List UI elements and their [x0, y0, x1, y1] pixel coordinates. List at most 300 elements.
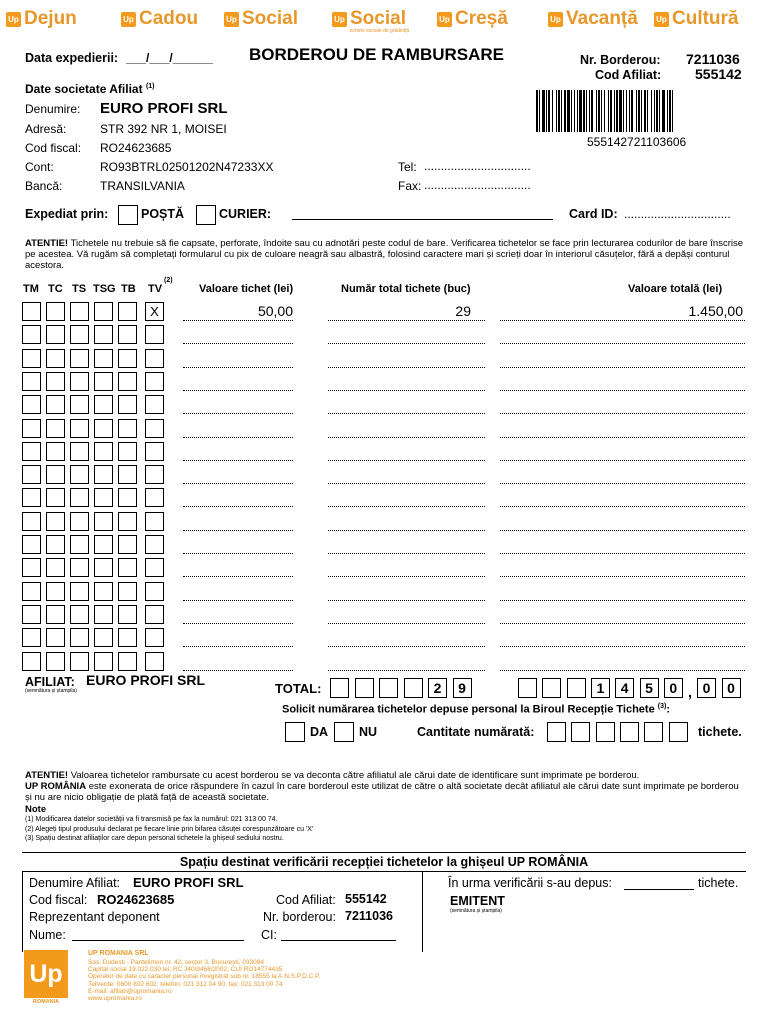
type-checkbox[interactable] [118, 325, 137, 344]
up-romania-logo-sub: ROMANIA [32, 999, 60, 1005]
logo-creșă [437, 8, 508, 30]
logo-cultură [654, 8, 739, 30]
row-field[interactable] [183, 567, 293, 577]
type-checkbox[interactable] [94, 488, 113, 507]
type-checkbox[interactable] [70, 395, 89, 414]
note-1: (1) Modificarea datelor societății va fi transmisă pe fax la numărul: 021 313 00 74. [25, 816, 278, 823]
date-value[interactable]: ___/___/______ [126, 51, 213, 65]
barcode-bar [619, 90, 622, 132]
type-checkbox[interactable] [118, 349, 137, 368]
barcode-bar [631, 90, 633, 132]
verify-divider [422, 872, 423, 952]
type-checkbox[interactable] [46, 349, 65, 368]
verify-cod-afiliat-value: 555142 [345, 892, 387, 906]
barcode-bar [629, 90, 630, 132]
fax-label: Fax: [398, 179, 422, 193]
total-count-digit[interactable] [379, 678, 398, 698]
row-field[interactable] [328, 567, 485, 577]
type-checkbox[interactable] [46, 628, 65, 647]
row-field[interactable] [328, 428, 485, 438]
row-field[interactable] [183, 381, 293, 391]
logo-social [224, 8, 298, 30]
row-field[interactable] [500, 544, 745, 554]
row-field[interactable] [183, 544, 293, 554]
type-checkbox[interactable] [94, 372, 113, 391]
barcode-bar [564, 90, 566, 132]
verify-denumire-value: EURO PROFI SRL [133, 875, 244, 890]
row-field[interactable] [500, 661, 745, 671]
type-header-tm: TM [23, 283, 39, 295]
type-checkbox[interactable] [118, 652, 137, 671]
type-checkbox[interactable] [46, 535, 65, 554]
barcode-bar [651, 90, 652, 132]
afiliat-label: AFILIAT: [25, 675, 75, 689]
type-checkbox[interactable] [70, 558, 89, 577]
cantitate-digit[interactable] [571, 722, 590, 742]
barcode-bar [604, 90, 605, 132]
adresa-value: STR 392 NR 1, MOISEI [100, 122, 227, 136]
type-checkbox[interactable] [94, 558, 113, 577]
ci-field[interactable] [281, 940, 396, 941]
row-field[interactable] [183, 521, 293, 531]
row-field[interactable] [183, 591, 293, 601]
date-label: Data expedierii: [25, 51, 119, 65]
row-field[interactable] [500, 428, 745, 438]
up-logo-icon: Up [224, 12, 239, 27]
up-romania-logo: Up [24, 950, 68, 998]
type-checkbox[interactable] [22, 582, 41, 601]
row-field[interactable] [500, 614, 745, 624]
barcode-bar [641, 90, 642, 132]
type-checkbox[interactable] [22, 395, 41, 414]
total-value-digit[interactable]: 1 [591, 678, 610, 698]
decimal-comma: , [688, 684, 692, 700]
type-checkbox[interactable] [94, 325, 113, 344]
afiliat-signature-hint: (semnătura și ștampila) [25, 688, 77, 694]
row-field[interactable] [328, 544, 485, 554]
barcode-number: 555142721103606 [587, 135, 687, 149]
row-field[interactable] [183, 404, 293, 414]
type-checkbox[interactable] [145, 349, 164, 368]
total-value-digit[interactable] [518, 678, 537, 698]
type-header-tc: TC [48, 283, 63, 295]
tel-field[interactable]: ................................ [424, 159, 531, 173]
logo-label: Social [350, 8, 406, 29]
row-field[interactable] [500, 637, 745, 647]
cod-afiliat-value: 555142 [695, 66, 742, 82]
row-field[interactable] [500, 404, 745, 414]
row-field[interactable] [328, 381, 485, 391]
logo-social [332, 8, 410, 34]
type-checkbox[interactable] [94, 628, 113, 647]
barcode-icon [536, 90, 746, 132]
logo-label: Social [242, 8, 298, 29]
row-field[interactable] [328, 521, 485, 531]
type-checkbox[interactable] [22, 372, 41, 391]
logo-dejun [6, 8, 77, 30]
type-checkbox[interactable] [94, 302, 113, 321]
type-checkbox[interactable] [46, 372, 65, 391]
type-checkbox[interactable] [94, 419, 113, 438]
type-checkbox[interactable] [22, 488, 41, 507]
adresa-label: Adresă: [25, 122, 67, 136]
row-field[interactable] [500, 474, 745, 484]
curier-label: CURIER: [219, 207, 272, 221]
nume-field[interactable] [72, 940, 244, 941]
barcode-bar [596, 90, 597, 132]
type-checkbox[interactable] [70, 628, 89, 647]
barcode-bar [656, 90, 658, 132]
row-field[interactable] [183, 334, 293, 344]
type-checkbox[interactable] [145, 442, 164, 461]
cod-fiscal-value: RO24623685 [100, 141, 172, 155]
type-checkbox[interactable] [145, 582, 164, 601]
type-checkbox[interactable] [22, 442, 41, 461]
barcode-bar [623, 90, 624, 132]
row-field[interactable] [183, 497, 293, 507]
barcode-bar [608, 90, 609, 132]
row-field[interactable] [500, 567, 745, 577]
type-header-ts: TS [72, 283, 87, 295]
row-field[interactable] [183, 614, 293, 624]
type-checkbox[interactable] [94, 465, 113, 484]
type-checkbox[interactable] [70, 325, 89, 344]
up-logo-icon: Up [437, 12, 452, 27]
row-field[interactable] [183, 358, 293, 368]
type-checkbox[interactable] [94, 395, 113, 414]
atentie-rambursare: ATENTIE! Valoarea tichetelor rambursate cu acest borderou se va deconta către afiliatul ale cărui date de identificare sunt imprimate pe borderou. UP ROMÂNIA este exonerata de orice răspundere în cazul în care borderoul este utilizat de către o altă societate decât afiliatul ale cărui date sunt imprimate pe borderou și nu are nicio obligație de plată față de această societate. [25, 770, 739, 803]
cantitate-digit[interactable] [669, 722, 688, 742]
total-value-digit[interactable] [542, 678, 561, 698]
barcode-bar [616, 90, 618, 132]
barcode-bar [589, 90, 590, 132]
type-checkbox[interactable] [145, 395, 164, 414]
note-3: (3) Spațiu destinat afiliaților care depun personal tichetele la ghișeul sediului nostru. [25, 835, 284, 842]
verify-cod-fiscal-value: RO24623685 [97, 892, 175, 907]
barcode-bar [644, 90, 646, 132]
type-checkbox[interactable] [118, 605, 137, 624]
verify-denumire-label: Denumire Afiliat: [29, 876, 121, 890]
emitent-signature-hint: (semnătura și ștampila) [450, 908, 502, 914]
type-checkbox[interactable] [145, 325, 164, 344]
col-total-header: Valoare totală (lei) [628, 283, 723, 295]
row-field[interactable] [328, 474, 485, 484]
row-field[interactable] [500, 334, 745, 344]
type-checkbox[interactable] [46, 395, 65, 414]
type-checkbox[interactable] [70, 535, 89, 554]
row-numar: 29 [455, 303, 471, 319]
type-checkbox[interactable] [118, 628, 137, 647]
cod-afiliat-label: Cod Afiliat: [595, 68, 662, 82]
row-field[interactable] [328, 614, 485, 624]
type-checkbox[interactable] [145, 465, 164, 484]
banca-value: TRANSILVANIA [100, 179, 185, 193]
row-field[interactable] [328, 404, 485, 414]
afiliat-name: EURO PROFI SRL [86, 672, 206, 688]
barcode-bar [558, 90, 560, 132]
depus-label: În urma verificării s-au depus: [448, 876, 612, 890]
nume-label: Nume: [29, 928, 66, 942]
type-checkbox[interactable] [46, 652, 65, 671]
col-valoare-header: Valoare tichet (lei) [199, 283, 294, 295]
logo-label: Cultură [672, 8, 739, 29]
up-logo-icon: Up [6, 12, 21, 27]
type-checkbox[interactable] [46, 419, 65, 438]
tel-label: Tel: [398, 160, 417, 174]
total-count-digit[interactable] [355, 678, 374, 698]
tv-sup: (2) [164, 277, 173, 284]
type-checkbox[interactable] [70, 605, 89, 624]
type-checkbox[interactable] [22, 628, 41, 647]
request-text: Solicit numărarea tichetelor depuse personal la Biroul Recepție Tichete $^{(3)}$: [282, 703, 670, 716]
barcode-bar [571, 90, 572, 132]
type-checkbox[interactable] [46, 605, 65, 624]
type-checkbox[interactable] [46, 488, 65, 507]
total-count-digit[interactable] [330, 678, 349, 698]
row-field[interactable] [183, 451, 293, 461]
type-checkbox[interactable] [94, 442, 113, 461]
cantitate-digit[interactable] [620, 722, 639, 742]
type-checkbox[interactable] [46, 325, 65, 344]
barcode-bar [586, 90, 587, 132]
type-checkbox[interactable] [118, 395, 137, 414]
type-checkbox[interactable] [94, 349, 113, 368]
type-checkbox[interactable] [22, 605, 41, 624]
curier-checkbox[interactable] [196, 205, 216, 225]
type-checkbox[interactable] [70, 349, 89, 368]
barcode-bar [591, 90, 593, 132]
type-checkbox[interactable] [70, 465, 89, 484]
logo-label: Cadou [139, 8, 199, 29]
row-field[interactable] [328, 591, 485, 601]
type-checkbox[interactable] [70, 372, 89, 391]
total-label: TOTAL: [275, 681, 322, 696]
cont-label: Cont: [25, 160, 54, 174]
type-checkbox[interactable] [118, 442, 137, 461]
row-field[interactable] [183, 661, 293, 671]
type-checkbox[interactable]: X [145, 302, 164, 321]
row-field[interactable] [328, 637, 485, 647]
barcode-bar [610, 90, 612, 132]
type-checkbox[interactable] [46, 442, 65, 461]
total-decimal-digit[interactable]: 0 [697, 678, 716, 698]
barcode-bar [672, 90, 673, 132]
depus-field[interactable] [624, 889, 694, 890]
barcode-bar [577, 90, 578, 132]
footer-line: TelVerde: 0800 802 602, telefon: 021 312 04 90, fax: 021 313 00 74 [88, 980, 283, 988]
col-numar-header: Număr total tichete (buc) [341, 283, 471, 295]
cantitate-digit[interactable] [644, 722, 663, 742]
type-checkbox[interactable] [145, 628, 164, 647]
type-checkbox[interactable] [70, 512, 89, 531]
type-checkbox[interactable] [22, 465, 41, 484]
row-field[interactable] [328, 661, 485, 671]
type-checkbox[interactable] [118, 419, 137, 438]
denumire-value: EURO PROFI SRL [100, 100, 228, 117]
type-checkbox[interactable] [46, 465, 65, 484]
barcode-bar [636, 90, 637, 132]
row-field[interactable] [500, 521, 745, 531]
row-total: 1.450,00 [688, 303, 743, 319]
type-checkbox[interactable] [94, 582, 113, 601]
row-field[interactable] [183, 428, 293, 438]
nu-label: NU [359, 725, 378, 739]
type-checkbox[interactable] [94, 512, 113, 531]
type-checkbox[interactable] [22, 652, 41, 671]
barcode-bar [659, 90, 660, 132]
type-checkbox[interactable] [22, 325, 41, 344]
row-field[interactable] [500, 358, 745, 368]
ci-label: CI: [261, 928, 277, 942]
row-valoare: 50,00 [257, 303, 293, 319]
barcode-bar [542, 90, 545, 132]
row-field[interactable] [183, 474, 293, 484]
row-field[interactable] [328, 451, 485, 461]
type-checkbox[interactable] [22, 349, 41, 368]
denumire-label: Denumire: [25, 102, 81, 116]
fax-field[interactable]: ................................ [424, 178, 531, 192]
barcode-bar [548, 90, 550, 132]
type-checkbox[interactable] [22, 302, 41, 321]
da-checkbox[interactable] [285, 722, 305, 742]
type-checkbox[interactable] [145, 372, 164, 391]
up-logo-icon: Up [548, 12, 563, 27]
type-checkbox[interactable] [46, 582, 65, 601]
type-checkbox[interactable] [145, 535, 164, 554]
type-checkbox[interactable] [118, 582, 137, 601]
row-field[interactable] [328, 497, 485, 507]
barcode-bar [579, 90, 582, 132]
type-checkbox[interactable] [70, 442, 89, 461]
type-checkbox[interactable] [118, 372, 137, 391]
barcode-bar [669, 90, 671, 132]
up-logo-icon: Up [654, 12, 669, 27]
barcode-bar [667, 90, 668, 132]
cantitate-label: Cantitate numărată: [417, 725, 535, 739]
nr-borderou-value: 7211036 [686, 51, 740, 67]
type-checkbox[interactable] [118, 512, 137, 531]
total-value-digit[interactable] [567, 678, 586, 698]
type-checkbox[interactable] [145, 512, 164, 531]
total-value-digit[interactable]: 5 [640, 678, 659, 698]
type-checkbox[interactable] [22, 419, 41, 438]
cantitate-digit[interactable] [547, 722, 566, 742]
nu-checkbox[interactable] [334, 722, 354, 742]
type-checkbox[interactable] [118, 465, 137, 484]
cantitate-digit[interactable] [596, 722, 615, 742]
note-2: (2) Alegeți tipul produsului declarat pe fiecare linie prin bifarea căsuței corespunzătoare cu 'X' [25, 826, 314, 833]
type-checkbox[interactable] [118, 488, 137, 507]
row-field[interactable] [500, 381, 745, 391]
footer-line: Șos. Dudești - Pantelimon nr. 42, sector 3, București, 033094 [88, 959, 264, 966]
total-value-digit[interactable]: 0 [664, 678, 683, 698]
posta-label: POȘTĂ [141, 207, 185, 221]
curier-field[interactable] [292, 219, 553, 220]
type-header-tv: TV (2) [148, 277, 173, 295]
total-count-digit[interactable]: 9 [453, 678, 472, 698]
barcode-bar [567, 90, 570, 132]
cont-value: RO93BTRL02501202N47233XX [100, 160, 274, 174]
logo-sub: tichete sociale de grădiniță [350, 28, 410, 34]
posta-checkbox[interactable] [118, 205, 138, 225]
type-checkbox[interactable] [118, 558, 137, 577]
barcode-bar [539, 90, 540, 132]
footer-line: E-mail: afiliati@upromania.ro [88, 987, 172, 995]
barcode-bar [546, 90, 547, 132]
type-checkbox[interactable] [70, 302, 89, 321]
verify-cod-afiliat-label: Cod Afiliat: [276, 893, 336, 907]
type-checkbox[interactable] [22, 535, 41, 554]
verify-left-border [22, 872, 23, 952]
type-checkbox[interactable] [94, 605, 113, 624]
barcode-bar [561, 90, 562, 132]
type-header-tb: TB [121, 283, 136, 295]
barcode-bar [614, 90, 615, 132]
barcode-bar [647, 90, 648, 132]
type-checkbox[interactable] [46, 512, 65, 531]
type-checkbox[interactable] [22, 512, 41, 531]
depus-tichete: tichete. [698, 876, 739, 890]
barcode-bar [574, 90, 575, 132]
type-checkbox[interactable] [46, 302, 65, 321]
type-checkbox[interactable] [118, 302, 137, 321]
expediat-label: Expediat prin: [25, 207, 109, 221]
total-count-digit[interactable] [404, 678, 423, 698]
type-checkbox[interactable] [22, 558, 41, 577]
row-field[interactable] [500, 451, 745, 461]
card-id-field[interactable]: ................................ [624, 207, 731, 221]
type-checkbox[interactable] [145, 558, 164, 577]
logo-vacanță [548, 8, 638, 30]
logo-label: Dejun [24, 8, 77, 29]
type-checkbox[interactable] [70, 419, 89, 438]
row-field[interactable] [328, 358, 485, 368]
verify-nr-borderou-label: Nr. borderou: [263, 910, 336, 924]
type-checkbox[interactable] [145, 488, 164, 507]
type-checkbox[interactable] [145, 419, 164, 438]
row-field[interactable] [183, 637, 293, 647]
type-checkbox[interactable] [94, 535, 113, 554]
barcode-bar [556, 90, 557, 132]
row-field[interactable] [500, 497, 745, 507]
footer-company: UP ROMANIA SRL [88, 950, 149, 957]
logo-cadou [121, 8, 198, 30]
verify-title: Spațiu destinat verificării recepției tichetelor la ghișeul UP ROMÂNIA [179, 855, 589, 869]
barcode-bar [598, 90, 600, 132]
barcode-bar [536, 90, 538, 132]
card-id-label: Card ID: [569, 207, 618, 221]
total-decimal-digit[interactable]: 0 [722, 678, 741, 698]
total-value-digit[interactable]: 4 [615, 678, 634, 698]
barcode-bar [552, 90, 553, 132]
type-checkbox[interactable] [145, 652, 164, 671]
total-count-digit[interactable]: 2 [428, 678, 447, 698]
type-checkbox[interactable] [46, 558, 65, 577]
barcode-bar [583, 90, 585, 132]
row-field[interactable] [328, 334, 485, 344]
type-checkbox[interactable] [145, 605, 164, 624]
footer-line: www.upromania.ro [88, 995, 142, 1002]
type-checkbox[interactable] [94, 652, 113, 671]
type-checkbox[interactable] [70, 582, 89, 601]
type-checkbox[interactable] [118, 535, 137, 554]
up-logo-icon: Up [332, 12, 347, 27]
verify-cod-fiscal-label: Cod fiscal: [29, 893, 88, 907]
type-checkbox[interactable] [70, 652, 89, 671]
da-label: DA [310, 725, 329, 739]
type-checkbox[interactable] [70, 488, 89, 507]
row-field[interactable] [500, 591, 745, 601]
